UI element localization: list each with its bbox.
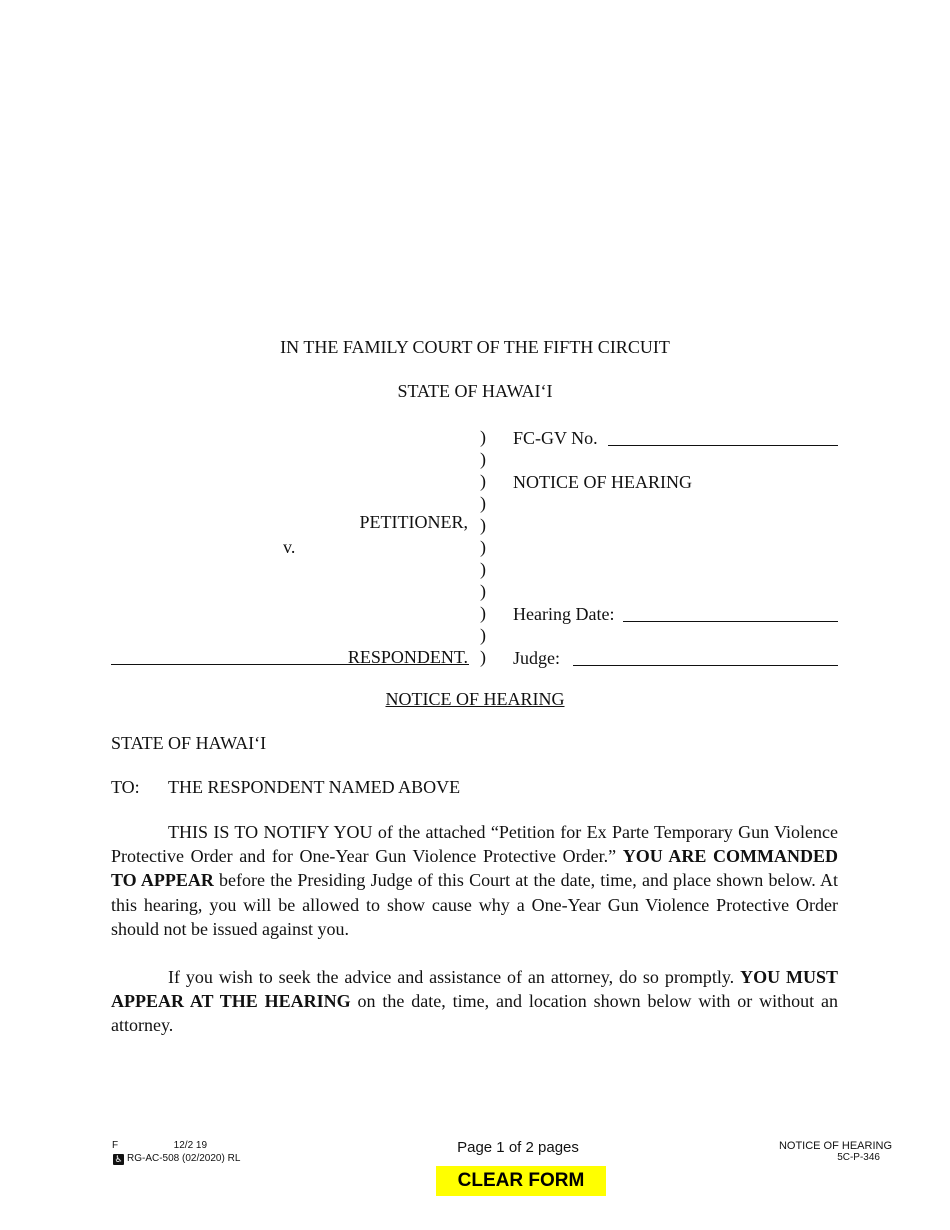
paren: ) <box>480 603 486 623</box>
paren: ) <box>480 625 486 645</box>
case-number-label: FC-GV No. <box>513 428 598 448</box>
page-info: Page 1 of 2 pages <box>457 1139 579 1156</box>
notice-paragraph-2 <box>111 965 838 1038</box>
paragraph-2-text-cont: on the date, time, and location shown below with or without an attorney. <box>111 991 838 1036</box>
document-title: NOTICE OF HEARING <box>513 472 692 492</box>
commanded-to-appear: YOU ARE COMMANDED TO APPEAR <box>111 846 838 891</box>
notice-state: STATE OF HAWAI‘I <box>111 733 267 753</box>
footer-form-title: NOTICE OF HEARING <box>778 1140 892 1152</box>
petitioner-label: PETITIONER, <box>359 512 468 532</box>
caption-bottom-rule <box>111 664 469 665</box>
form-date: 12/2 19 <box>173 1140 208 1151</box>
paren: ) <box>480 515 486 535</box>
paren: ) <box>480 471 486 491</box>
footer-form-number: 5C-P-346 <box>837 1152 880 1163</box>
paren: ) <box>480 581 486 601</box>
respondent-label: RESPONDENT. <box>347 647 468 667</box>
versus-label: v. <box>283 537 296 557</box>
paragraph-2-text: If you wish to seek the advice and assistance of an attorney, do so promptly. <box>168 967 741 987</box>
must-appear: YOU MUST APPEAR AT THE HEARING <box>111 967 838 1012</box>
court-name: IN THE FAMILY COURT OF THE FIFTH CIRCUIT <box>280 337 670 357</box>
paren: ) <box>480 537 486 557</box>
paren: ) <box>480 559 486 579</box>
paragraph-1-text: THIS IS TO NOTIFY YOU of the attached “Petition for Ex Parte Temporary Gun Violence Protective Order and for One-Year Gun Violence Protective Order.” <box>111 822 838 867</box>
petitioner-name-field[interactable] <box>111 488 466 508</box>
notice-paragraph-1 <box>111 820 838 941</box>
judge-label: Judge: <box>513 648 560 668</box>
clear-form-button[interactable]: CLEAR FORM <box>436 1166 606 1196</box>
paren: ) <box>480 647 486 667</box>
form-code-letter: F <box>112 1140 119 1151</box>
hearing-date-label: Hearing Date: <box>513 604 615 624</box>
to-label: TO: <box>111 777 140 797</box>
hearing-date-field[interactable] <box>623 601 838 622</box>
form-revision-text: RG-AC-508 (02/2020) RL <box>127 1153 241 1164</box>
case-number-field[interactable] <box>608 425 838 446</box>
respondent-name-field[interactable] <box>111 622 466 642</box>
notice-title: NOTICE OF HEARING <box>385 689 565 709</box>
state-name: STATE OF HAWAI‘I <box>397 381 553 401</box>
paren: ) <box>480 449 486 469</box>
paren: ) <box>480 493 486 513</box>
paren: ) <box>480 427 486 447</box>
wheelchair-icon: ♿ <box>114 1154 123 1164</box>
to-recipient: THE RESPONDENT NAMED ABOVE <box>168 777 461 797</box>
judge-field[interactable] <box>573 645 838 666</box>
paragraph-1-text-cont: before the Presiding Judge of this Court at the date, time, and place shown below. At this hearing, you will be allowed to show cause why a One-Year Gun Violence Protective Order should not be issued against you. <box>111 870 838 939</box>
